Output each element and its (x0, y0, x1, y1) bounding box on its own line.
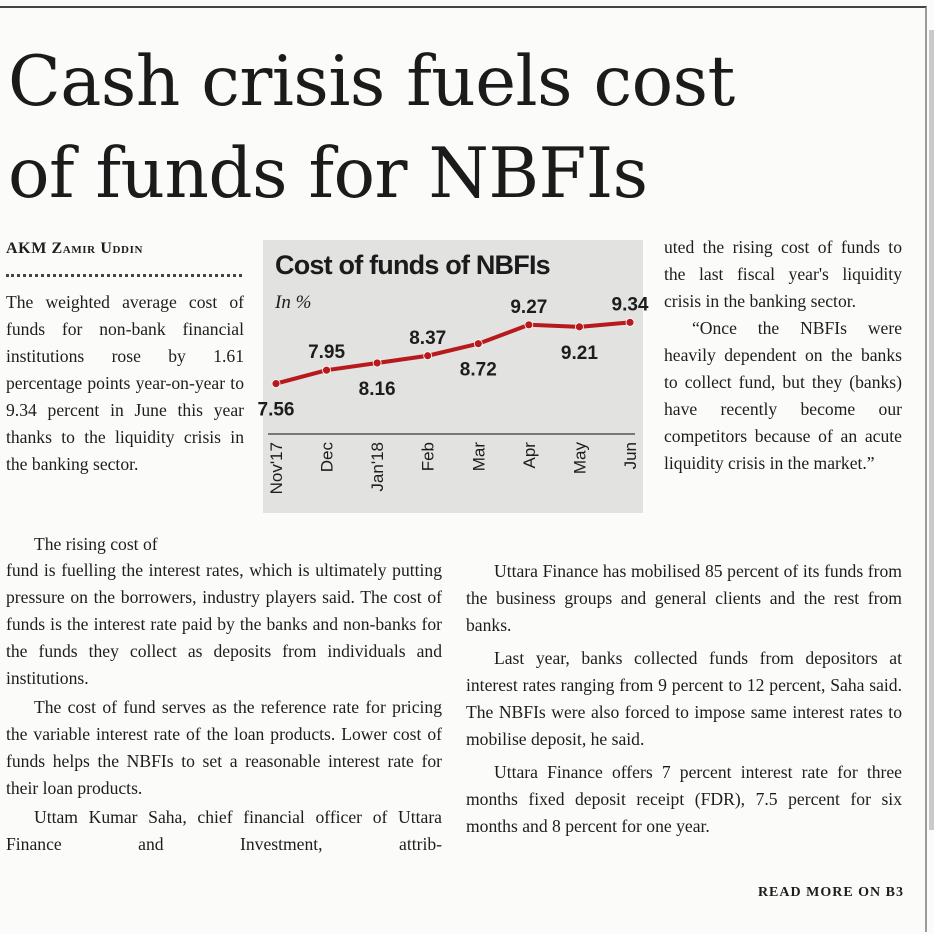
data-label: 9.21 (560, 342, 598, 364)
data-point (373, 359, 381, 367)
column-1-continuation (6, 531, 244, 558)
data-point (525, 321, 533, 329)
x-tick-label: Feb (418, 442, 438, 472)
data-label: 7.95 (308, 342, 346, 364)
x-tick-label: May (570, 442, 590, 475)
data-label: 8.16 (358, 378, 396, 400)
paragraph: uted the rising cost of funds to the last fiscal year's liquidity crisis in the banking sector. (664, 237, 902, 311)
data-label: 7.56 (257, 399, 295, 421)
paragraph: Last year, banks collected funds from depositors at interest rates ranging from 9 percent to 12 percent, Saha said. The NBFIs were also forced to impose same interest rates to mobilise deposit, he said. (466, 648, 902, 749)
paragraph: fund is fuelling the interest rates, which is ultimately putting pressure on the borrowers, industry players said. The cost of funds is the interest rate paid by the banks and non-banks for the funds they collect as deposits from individuals and institutions. (6, 560, 442, 688)
headline-line-1: Cash crisis fuels cost (8, 42, 735, 122)
data-label: 9.34 (611, 294, 649, 316)
data-point (424, 352, 432, 360)
read-more-link[interactable]: READ MORE ON B3 (757, 885, 904, 900)
chart-title: Cost of funds of NBFIs (275, 250, 550, 280)
paragraph-cont-start: The rising cost of (34, 534, 158, 554)
x-tick-label: Jun (621, 442, 640, 470)
chart-unit-label: In % (275, 292, 312, 313)
x-tick-label: Jan'18 (368, 442, 388, 492)
data-point (626, 318, 634, 326)
column-1 (6, 289, 244, 478)
paragraph: Uttam Kumar Saha, chief financial officer of Uttara Finance and Investment, attrib- (6, 807, 442, 854)
adjacent-column-edge (929, 30, 934, 830)
x-tick-label: Dec (317, 442, 337, 473)
paragraph-quote: “Once the NBFIs were heavily dependent on the banks to collect fund, but they (banks) have recently become our competitors because of an acute liquidity crisis in the market.” (664, 318, 902, 473)
data-point (323, 366, 331, 374)
column-4 (466, 558, 902, 840)
chart-box (257, 240, 649, 513)
data-point (575, 323, 583, 331)
x-tick-label: Apr (519, 442, 539, 469)
data-point (272, 380, 280, 388)
byline-dotted-rule (6, 274, 242, 277)
x-tick-label: Mar (469, 442, 489, 472)
data-label: 9.27 (510, 296, 548, 318)
paragraph: Uttara Finance has mobilised 85 percent of its funds from the business groups and general clients and the rest from banks. (466, 561, 902, 635)
paragraph: Uttara Finance offers 7 percent interest rate for three months fixed deposit receipt (FDR), 7.5 percent for six months and 8 percent for one year. (466, 762, 902, 836)
column-3 (664, 234, 902, 477)
paragraph: The cost of fund serves as the reference rate for pricing the variable interest rate of the loan products. Lower cost of funds helps the NBFIs to set a reasonable interest rate for their loan products. (6, 697, 442, 798)
x-tick-label: Nov'17 (267, 442, 286, 495)
headline-line-2: of funds for NBFIs (8, 134, 648, 214)
data-label: 8.72 (459, 359, 497, 381)
byline: AKM Zamir Uddin (6, 240, 143, 257)
data-label: 8.37 (409, 327, 447, 349)
paragraph-lede: The weighted average cost of funds for non-bank financial institutions rose by 1.61 percentage points year-on-year to 9.34 percent in June this year thanks to the liquidity crisis in the banking sector. (6, 292, 244, 474)
data-point (474, 340, 482, 348)
column-2 (6, 557, 442, 858)
headline (8, 36, 913, 220)
line-chart (257, 240, 649, 513)
